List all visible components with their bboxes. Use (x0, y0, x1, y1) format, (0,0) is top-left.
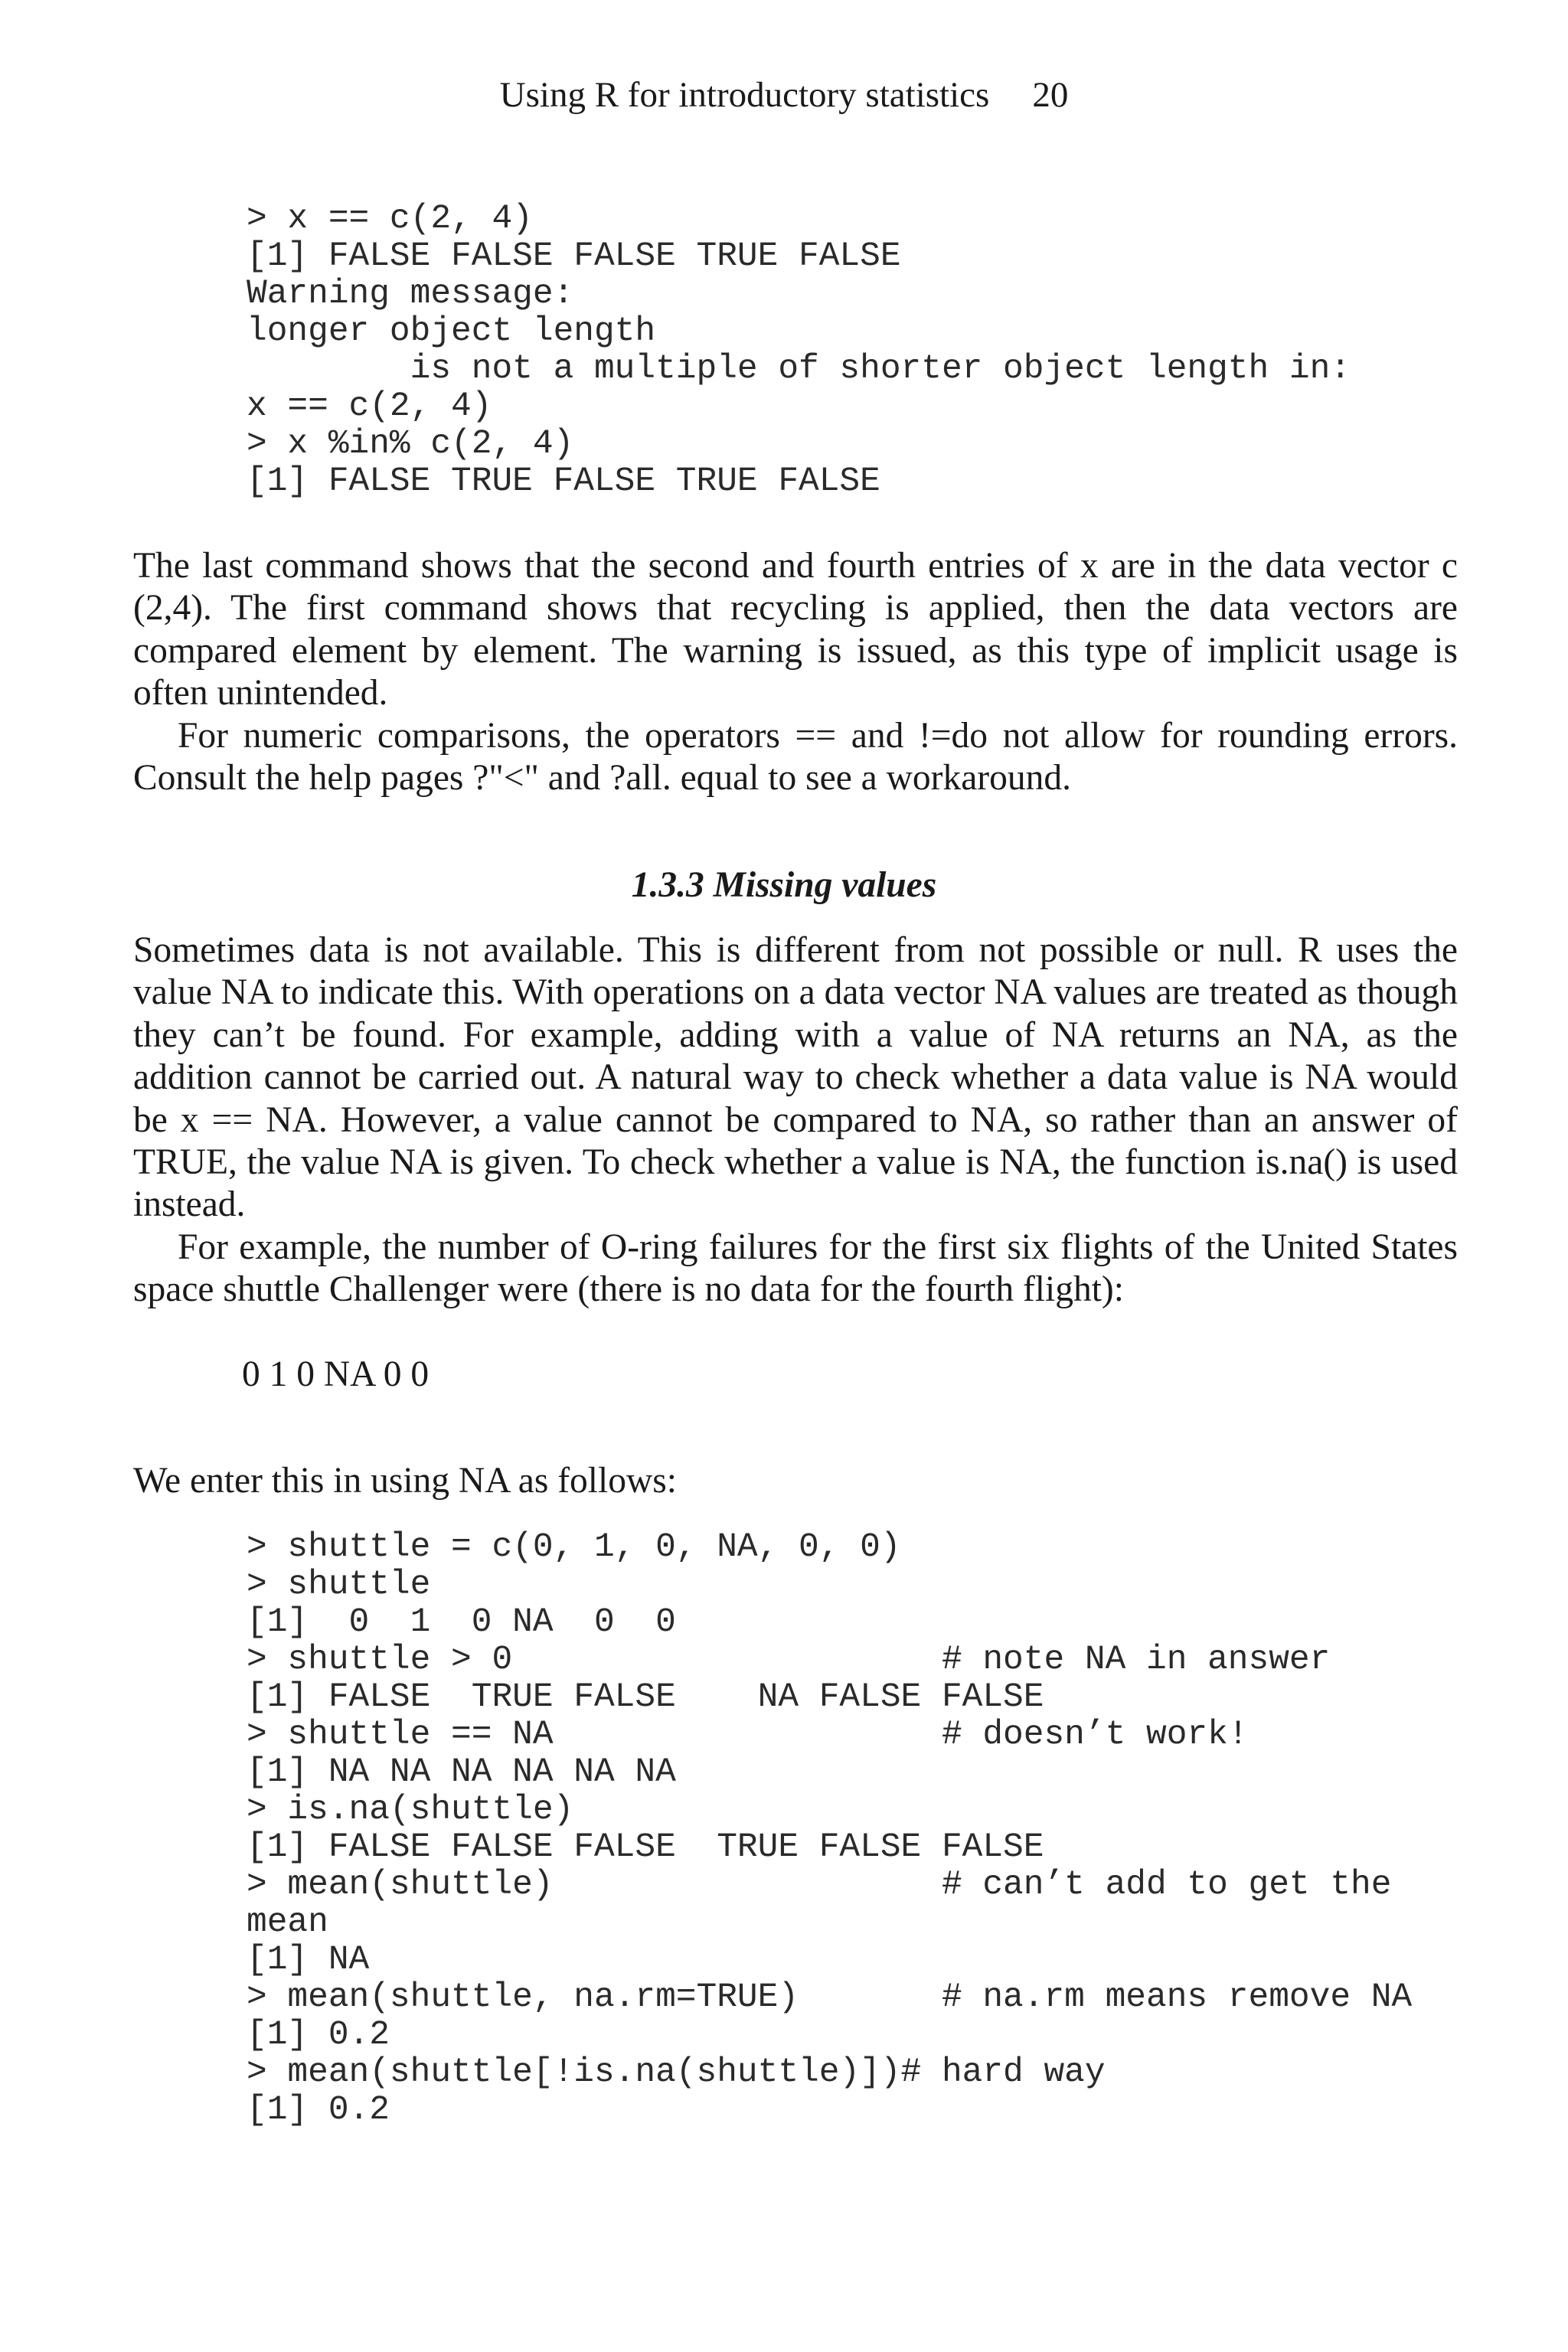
body-text-missing-values (133, 929, 1458, 1312)
book-title: Using R for introductory statistics (499, 75, 990, 115)
code-line: [1] FALSE FALSE FALSE TRUE FALSE (247, 237, 901, 276)
code-line: > mean(shuttle, na.rm=TRUE) # na.rm means remove NA (247, 1978, 1413, 2017)
body-text-intro-code (133, 1460, 1458, 1502)
page-number: 20 (1032, 75, 1069, 115)
code-line: > x %in% c(2, 4) (247, 425, 574, 463)
paragraph: The last command shows that the second and fourth entries of x are in the data vector c (2,4). The first command shows that recycling is applied, then the data vectors are compared element by element. The warning is issued, as this type of implicit usage is often unintended. (133, 546, 1458, 714)
code-line: [1] 0.2 (247, 2016, 390, 2054)
code-block-shuttle (247, 1529, 1412, 2129)
code-line: > x == c(2, 4) (247, 200, 533, 238)
running-header (0, 74, 1568, 116)
code-line: > shuttle == NA # doesn’t work! (247, 1716, 1249, 1754)
code-line: [1] NA NA NA NA NA NA (247, 1753, 676, 1792)
code-line: > is.na(shuttle) (247, 1791, 574, 1829)
paragraph: For example, the number of O-ring failures for the first six flights of the United States space shuttle Challenger were (there is no data for the fourth flight): (133, 1227, 1458, 1310)
code-line: > shuttle (247, 1566, 431, 1604)
section-heading: 1.3.3 Missing values (631, 865, 937, 905)
code-line: x == c(2, 4) (247, 387, 492, 426)
code-line: > shuttle = c(0, 1, 0, NA, 0, 0) (247, 1528, 901, 1566)
shuttle-data-values: 0 1 0 NA 0 0 (242, 1354, 430, 1394)
code-line: [1] 0 1 0 NA 0 0 (247, 1603, 676, 1642)
paragraph: We enter this in using NA as follows: (133, 1461, 677, 1501)
code-line: is not a multiple of shorter object length in: (247, 350, 1351, 388)
code-line: mean (247, 1903, 328, 1942)
paragraph: For numeric comparisons, the operators == and !=do not allow for rounding errors. Consult the help pages ?"<" and ?all. equal to see a workaround. (133, 715, 1458, 799)
code-line: [1] FALSE FALSE FALSE TRUE FALSE FALSE (247, 1828, 1044, 1867)
code-line: [1] 0.2 (247, 2091, 390, 2129)
body-text-comparison (133, 545, 1458, 799)
code-line: > mean(shuttle[!is.na(shuttle)])# hard way (247, 2053, 1106, 2092)
code-line: [1] FALSE TRUE FALSE TRUE FALSE (247, 462, 880, 501)
code-block-comparison (247, 201, 1351, 501)
code-line: longer object length (247, 312, 656, 351)
code-line: [1] FALSE TRUE FALSE NA FALSE FALSE (247, 1678, 1044, 1717)
code-line: > shuttle > 0 # note NA in answer (247, 1641, 1331, 1679)
code-line: [1] NA (247, 1941, 370, 1979)
code-line: > mean(shuttle) # can’t add to get the (247, 1866, 1392, 1904)
code-line: Warning message: (247, 275, 574, 313)
paragraph: Sometimes data is not available. This is different from not possible or null. R uses the value NA to indicate this. With operations on a data vector NA values are treated as though they can’t be found. For example, adding with a value of NA returns an NA, as the addition cannot be carried out. A natural way to check whether a data value is NA would be x == NA. However, a value cannot be compared to NA, so rather than an answer of TRUE, the value NA is given. To check whether a value is NA, the function is.na() is used instead. (133, 930, 1458, 1225)
